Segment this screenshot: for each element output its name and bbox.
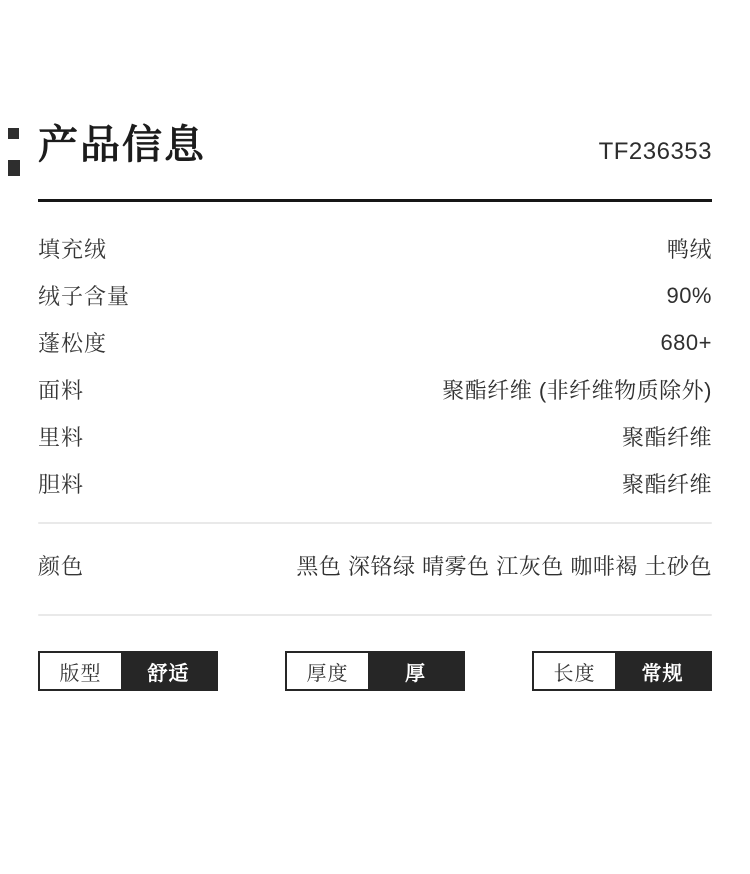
color-label: 颜色 [38,554,85,579]
spec-value: 90% [666,282,712,308]
spec-row-lining [38,413,712,460]
spec-value: 鸭绒 [666,237,712,262]
badge-value: 常规 [615,653,710,689]
spec-value: 聚酯纤维 (非纤维物质除外) [442,378,712,403]
spec-label: 蓬松度 [38,331,108,356]
spec-row-fill [38,225,712,272]
page-title: 产品信息 [38,123,206,167]
color-value: 黑色 深铬绿 晴雾色 江灰色 咖啡褐 土砂色 [296,554,712,579]
spec-label: 里料 [38,425,85,450]
badge-value: 舒适 [121,653,216,689]
spec-row-down-content [38,272,712,319]
corner-mark [8,160,20,176]
spec-value: 680+ [660,329,712,355]
corner-mark [8,128,19,139]
spec-row-fabric [38,366,712,413]
separator [38,614,712,616]
attribute-badges [38,651,712,691]
spec-table [38,225,712,507]
header [38,122,712,168]
badge-label: 厚度 [287,653,368,689]
separator [38,522,712,524]
product-info-panel [0,122,750,874]
badge-thickness [285,651,465,691]
spec-row-inner-shell [38,460,712,507]
spec-value: 聚酯纤维 [621,472,712,497]
badge-value: 厚 [368,653,463,689]
header-divider [38,199,712,202]
spec-label: 填充绒 [38,237,108,262]
color-row [38,542,712,589]
badge-label: 长度 [534,653,615,689]
spec-label: 胆料 [38,472,85,497]
spec-label: 绒子含量 [38,284,131,309]
spec-row-fluffiness [38,319,712,366]
spec-label: 面料 [38,378,85,403]
badge-length [532,651,712,691]
product-code: TF236353 [598,137,712,165]
badge-label: 版型 [40,653,121,689]
badge-fit [38,651,218,691]
spec-value: 聚酯纤维 [621,425,712,450]
